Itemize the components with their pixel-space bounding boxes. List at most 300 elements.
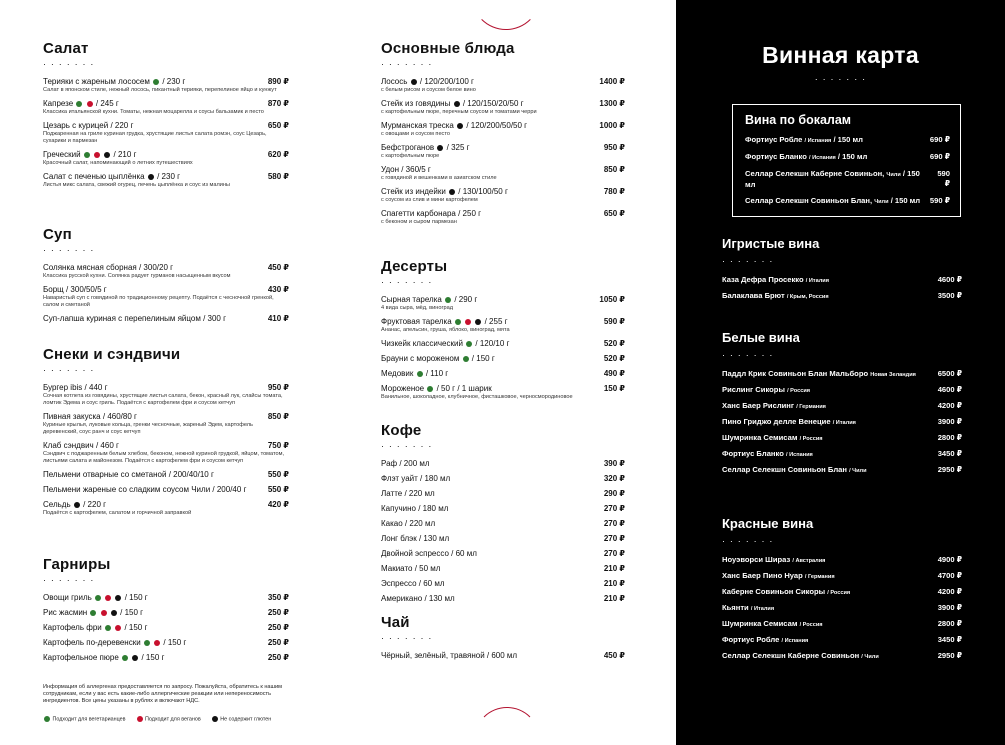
dish-name: Пельмени отварные со сметаной <box>43 470 167 479</box>
dish-description: Классика итальянской кухни. Томаты, нежная моцарелла и соусы бальзамик и песто <box>43 109 264 115</box>
wine-row <box>722 417 962 428</box>
wine-name <box>722 619 823 630</box>
menu-item-name <box>381 474 450 484</box>
wine-country: / Испания <box>808 155 836 161</box>
legend-vegan: Подходит для веганов <box>136 716 201 723</box>
dish-price: 780 ₽ <box>603 187 625 196</box>
menu-item-name <box>381 579 445 589</box>
gluten-free-icon <box>74 502 80 508</box>
right-column <box>381 40 625 666</box>
dish-price: 270 ₽ <box>603 534 625 543</box>
gluten-free-icon <box>132 655 138 661</box>
wine-row <box>722 465 962 476</box>
wine-name <box>722 571 835 582</box>
dish-description: с говядиной и вешенками в азиатском стиле <box>381 175 497 181</box>
dish-price: 890 ₽ <box>267 77 289 86</box>
menu-item-name <box>381 519 435 529</box>
wine-price: 4600 ₽ <box>937 385 962 394</box>
dish-weight: / 120/200/100 г <box>419 77 474 86</box>
dish-name: Терияки с жареным лососем <box>43 77 150 86</box>
dish-name: Капучино <box>381 504 416 513</box>
menu-item-line <box>43 653 289 663</box>
wine-row <box>722 555 962 566</box>
section-title: Салат <box>43 40 89 57</box>
menu-item-line <box>381 564 625 574</box>
wine-name <box>722 385 810 396</box>
dish-price: 270 ₽ <box>603 504 625 513</box>
menu-item <box>381 534 625 544</box>
section-dots: · · · · · · · <box>381 59 433 69</box>
menu-item-line <box>381 369 625 379</box>
section-dots: · · · · · · · <box>43 365 95 375</box>
dish-weight: / 220 г <box>83 500 107 509</box>
dish-price: 1000 ₽ <box>599 121 625 130</box>
wine-row <box>745 152 950 163</box>
wine-title: Каза Дефра Просекко <box>722 275 804 284</box>
section-title: Снеки и сэндвичи <box>43 346 181 363</box>
wine-row <box>722 587 962 598</box>
wine-country: / Россия <box>799 622 823 628</box>
menu-item-name <box>43 99 119 109</box>
wine-row <box>722 401 962 412</box>
dish-name: Флэт уайт <box>381 474 418 483</box>
wine-row <box>722 369 962 380</box>
wine-country: / Крым, Россия <box>786 294 829 300</box>
dish-name: Какао <box>381 519 403 528</box>
wine-row <box>745 169 950 190</box>
wine-name <box>722 603 774 614</box>
dish-price: 950 ₽ <box>267 383 289 392</box>
wine-country: Новая Зеландия <box>870 372 916 378</box>
menu-item-line <box>43 412 289 422</box>
menu-item-line <box>381 519 625 529</box>
wine-title: Селлар Селекшн Каберне Совиньон, <box>745 169 885 178</box>
dish-price: 210 ₽ <box>603 564 625 573</box>
wine-title: Кьянти <box>722 603 749 612</box>
dish-name: Картофель фри <box>43 623 102 632</box>
dish-weight: / 460 г <box>95 441 119 450</box>
menu-item-name <box>43 500 106 510</box>
menu-item-line <box>381 504 625 514</box>
dish-weight: / 440 г <box>84 383 108 392</box>
menu-item <box>381 187 625 204</box>
menu-item-name <box>381 534 449 544</box>
menu-item <box>43 653 289 663</box>
wine-row <box>722 449 962 460</box>
menu-item-line <box>381 295 625 305</box>
menu-item <box>43 99 289 116</box>
menu-item-name <box>43 383 107 393</box>
dish-price: 250 ₽ <box>267 623 289 632</box>
dish-weight: / 130 мл <box>424 594 455 603</box>
dish-description: Листья микс салата, свежий огурец, печень цыплёнка и соус из малины <box>43 182 230 188</box>
menu-item <box>381 99 625 116</box>
dish-name: Греческий <box>43 150 81 159</box>
wine-volume: / 150 мл <box>837 152 868 161</box>
menu-item <box>43 77 289 94</box>
dish-name: Фруктовая тарелка <box>381 317 452 326</box>
wine-title: Ханс Баер Пино Нуар <box>722 571 803 580</box>
menu-item-line <box>381 594 625 604</box>
wine-country: / Италия <box>832 420 856 426</box>
wine-title: Шумринка Семисам <box>722 619 798 628</box>
dish-name: Картофель по-деревенски <box>43 638 141 647</box>
menu-item <box>381 209 625 226</box>
section-title: Кофе <box>381 422 422 439</box>
vegetarian-icon <box>90 610 96 616</box>
dish-name: Медовик <box>381 369 414 378</box>
menu-item-line <box>43 441 289 451</box>
menu-item-name <box>43 623 147 633</box>
gluten-free-icon <box>457 123 463 129</box>
dish-description: Сочная котлета из говядины, хрустящие листья салата, бекон, красный лук, слайсы томата, ломтик Эдема и соус гриль. Подаётся с картофелем фри и соусом кетчуп <box>43 393 283 406</box>
wines-by-glass-box <box>732 104 961 217</box>
wine-section-dots: · · · · · · · <box>722 256 774 266</box>
menu-item <box>43 172 289 189</box>
desserts-section <box>381 258 625 422</box>
dish-price: 1300 ₽ <box>599 99 625 108</box>
gluten-free-icon <box>111 610 117 616</box>
wine-price: 4600 ₽ <box>937 275 962 284</box>
wine-country: / Испания <box>804 138 832 144</box>
soup-section <box>43 226 289 346</box>
vegan-icon <box>87 101 93 107</box>
wine-section-title: Красные вина <box>722 516 814 531</box>
wine-country: / Россия <box>799 436 823 442</box>
menu-item-line <box>381 209 625 219</box>
dish-price: 250 ₽ <box>267 638 289 647</box>
wine-price: 2800 ₽ <box>937 433 962 442</box>
wine-row <box>722 603 962 614</box>
vegetarian-icon <box>427 386 433 392</box>
menu-item-name <box>381 209 481 219</box>
dish-weight: / 290 г <box>454 295 478 304</box>
dish-price: 320 ₽ <box>603 474 625 483</box>
dish-price: 1050 ₽ <box>599 295 625 304</box>
dish-weight: / 120/150/20/50 г <box>462 99 524 108</box>
dish-name: Суп-лапша куриная с перепелиным яйцом <box>43 314 201 323</box>
wine-title: Фортиус Бланко <box>745 152 807 161</box>
vegetarian-icon <box>445 297 451 303</box>
dish-weight: / 60 мл <box>451 549 477 558</box>
menu-item-line <box>43 285 289 295</box>
dish-description: Сэндвич с поджаренным белым хлебом, беконом, нежной куриной грудкой, яйцом, томатом, листьями салата и майонезом. Подаётся с картофелем фри и соусом кетчуп <box>43 451 285 464</box>
gluten-free-icon <box>104 152 110 158</box>
wine-country: / Италия <box>805 278 829 284</box>
dish-weight: / 130/100/50 г <box>458 187 508 196</box>
wine-row <box>722 433 962 444</box>
dish-weight: / 150 г <box>120 608 144 617</box>
dish-price: 750 ₽ <box>267 441 289 450</box>
dish-weight: / 150 г <box>141 653 165 662</box>
section-title: Чай <box>381 614 410 631</box>
wine-section-dots: · · · · · · · <box>722 536 774 546</box>
dish-weight: / 180 мл <box>418 504 449 513</box>
section-title: Десерты <box>381 258 448 275</box>
dish-name: Макиато <box>381 564 413 573</box>
menu-item <box>381 594 625 604</box>
dish-name: Раф <box>381 459 398 468</box>
allergen-note: Информация об аллергенах предоставляется по запросу. Пожалуйста, обратитесь к нашим сотрудникам, если у вас есть какие-либо аллергические реакции или непереносимость ингредиентов. Все цены указаны в рублях и включают НДС. <box>43 684 282 704</box>
dish-name: Капрезе <box>43 99 74 108</box>
dish-price: 410 ₽ <box>267 314 289 323</box>
menu-item-name <box>43 608 143 618</box>
wine-country: / Италия <box>750 606 775 612</box>
wine-price: 690 ₽ <box>929 135 950 144</box>
dish-description: Поджаренная на гриле куриная грудка, хрустящие листья салата ромэн, соус Цезарь, сухарики и пармезан <box>43 131 267 144</box>
menu-item <box>381 384 625 401</box>
dish-weight: / 220 г <box>110 121 134 130</box>
menu-item <box>43 263 289 280</box>
vegetarian-icon <box>153 79 159 85</box>
red-wines-section <box>722 516 962 667</box>
menu-item <box>381 519 625 529</box>
gluten-free-icon <box>454 101 460 107</box>
coffee-section <box>381 422 625 614</box>
wine-row <box>722 291 962 302</box>
wine-name <box>722 587 850 598</box>
dish-weight: / 180 мл <box>420 474 451 483</box>
gluten-free-icon <box>437 145 443 151</box>
menu-item <box>381 459 625 469</box>
dish-description: Ананас, апельсин, груша, яблоко, виноград, мята <box>381 327 510 333</box>
menu-item-name <box>43 121 133 131</box>
menu-item-name <box>43 485 246 495</box>
dish-name: Стейк из индейки <box>381 187 446 196</box>
dish-price: 150 ₽ <box>603 384 625 393</box>
menu-item-name <box>381 187 508 197</box>
dish-weight: / 60 мл <box>418 579 445 588</box>
dish-weight: / 200/40 г <box>212 485 247 494</box>
dish-weight: / 600 мл <box>486 651 518 660</box>
dish-description: с картофельным пюре <box>381 153 440 159</box>
wine-price: 6500 ₽ <box>937 369 962 378</box>
menu-item-name <box>381 354 495 364</box>
dish-name: Лосось <box>381 77 408 86</box>
section-dots: · · · · · · · <box>43 575 95 585</box>
menu-item-name <box>381 369 448 379</box>
wine-title: Рислинг Сикоры <box>722 385 785 394</box>
gluten-free-icon <box>475 319 481 325</box>
wine-price: 590 ₽ <box>937 169 950 188</box>
wine-list-page <box>676 0 1005 745</box>
wine-title: Фортиус Робле <box>745 135 803 144</box>
wine-country: Чили <box>886 172 901 178</box>
menu-item <box>381 295 625 312</box>
wines-by-glass-title: Вина по бокалам <box>745 113 852 127</box>
section-dots: · · · · · · · <box>381 633 433 643</box>
dish-name: Сельдь <box>43 500 71 509</box>
wine-name <box>722 291 829 302</box>
white-wines-section <box>722 330 962 481</box>
wine-price: 3450 ₽ <box>937 635 962 644</box>
decorative-arc-top <box>471 0 541 30</box>
dish-price: 490 ₽ <box>603 369 625 378</box>
dish-weight: / 230 г <box>162 77 186 86</box>
menu-item <box>381 504 625 514</box>
menu-item-line <box>43 121 289 131</box>
dish-weight: / 300 г <box>203 314 227 323</box>
gluten-free-icon <box>148 174 154 180</box>
wine-price: 4700 ₽ <box>937 571 962 580</box>
menu-item-line <box>43 99 289 109</box>
menu-item <box>381 369 625 379</box>
dish-name: Пельмени жареные со сладким соусом Чили <box>43 485 211 494</box>
wine-country: / Испания <box>781 638 809 644</box>
dish-description: с овощами и соусом песто <box>381 131 450 137</box>
section-title: Гарниры <box>43 556 111 573</box>
wine-name <box>722 275 829 286</box>
dish-weight: / 110 г <box>425 369 449 378</box>
menu-item-line <box>381 143 625 153</box>
dish-name: Борщ <box>43 285 64 294</box>
dish-name: Мороженое <box>381 384 425 393</box>
dish-price: 430 ₽ <box>267 285 289 294</box>
dish-description: Классика русской кухни. Солянка радует гурманов насыщенным вкусом <box>43 273 231 279</box>
wine-name <box>745 135 863 146</box>
dish-price: 420 ₽ <box>267 500 289 509</box>
snacks-section <box>43 346 289 556</box>
dish-weight: / 245 г <box>95 99 119 108</box>
dish-price: 390 ₽ <box>603 459 625 468</box>
menu-item <box>43 150 289 167</box>
wine-name <box>722 465 867 476</box>
wine-list-title: Винная карта <box>762 42 919 68</box>
menu-item-name <box>381 295 477 305</box>
dish-weight: / 230 г <box>157 172 181 181</box>
menu-item <box>381 564 625 574</box>
menu-item <box>43 608 289 618</box>
menu-item-line <box>43 608 289 618</box>
dish-price: 870 ₽ <box>267 99 289 108</box>
wine-name <box>722 555 825 566</box>
vegan-icon <box>154 640 160 646</box>
vegan-icon <box>115 625 121 631</box>
wine-country: / Россия <box>827 590 851 596</box>
menu-item <box>381 474 625 484</box>
wine-country: / Германия <box>804 574 835 580</box>
menu-item <box>43 441 289 465</box>
wine-title: Селлар Селекшн Каберне Совиньон <box>722 651 860 660</box>
wine-price: 3900 ₽ <box>937 417 962 426</box>
dish-price: 650 ₽ <box>603 209 625 218</box>
menu-item-line <box>381 579 625 589</box>
legend-gluten-free: Не содержит глютен <box>211 716 272 723</box>
dish-weight: / 50 г / 1 шарик <box>436 384 492 393</box>
menu-item <box>43 121 289 145</box>
menu-item <box>43 314 289 324</box>
wines-by-glass-list <box>745 135 950 207</box>
wine-name <box>722 401 826 412</box>
section-dots: · · · · · · · <box>381 441 433 451</box>
wine-price: 3500 ₽ <box>937 291 962 300</box>
wine-name <box>722 635 808 646</box>
wine-price: 3900 ₽ <box>937 603 962 612</box>
menu-item-name <box>43 412 137 422</box>
menu-item-name <box>43 653 164 663</box>
wine-name <box>722 449 813 460</box>
menu-item-line <box>381 384 625 394</box>
menu-item <box>381 651 625 661</box>
wine-country: / Россия <box>787 388 811 394</box>
wine-price: 4900 ₽ <box>937 555 962 564</box>
wine-title: Ноуэворси Шираз <box>722 555 791 564</box>
dish-description: Наваристый суп с говядиной по традиционному рецепту. Подаётся с чесночной гренкой, салом и сметаной <box>43 295 274 308</box>
vegan-icon <box>465 319 471 325</box>
dish-description: с белым рисом и соусом белое вино <box>381 87 476 93</box>
dish-description: с картофельным пюре, перечным соусом и томатами черри <box>381 109 537 115</box>
section-title: Суп <box>43 226 72 243</box>
wine-price: 3450 ₽ <box>937 449 962 458</box>
wine-price: 2950 ₽ <box>937 651 962 660</box>
wine-country: / Испания <box>785 452 813 458</box>
dish-name: Рис жасмин <box>43 608 88 617</box>
dish-weight: / 200/40/10 г <box>168 470 214 479</box>
menu-item-line <box>381 489 625 499</box>
dish-name: Мурманская треска <box>381 121 454 130</box>
wine-country: Чили <box>874 199 889 205</box>
dish-name: Удон <box>381 165 399 174</box>
wine-name <box>745 196 920 207</box>
wine-section-title: Игристые вина <box>722 236 820 251</box>
dish-name: Спагетти карбонара <box>381 209 456 218</box>
menu-item-name <box>381 77 474 87</box>
menu-item-line <box>381 165 625 175</box>
wine-title: Селлар Селекшн Совиньон Блан, <box>745 196 873 205</box>
dish-weight: / 255 г <box>484 317 508 326</box>
vegetarian-icon <box>455 319 461 325</box>
menu-item-name <box>381 459 430 469</box>
dish-price: 250 ₽ <box>267 653 289 662</box>
menu-item-line <box>43 470 289 480</box>
mains-section <box>381 40 625 258</box>
wine-price: 4200 ₽ <box>937 401 962 410</box>
wine-volume: / 150 мл <box>745 169 920 189</box>
menu-item-line <box>43 77 289 87</box>
menu-item <box>43 383 289 407</box>
section-dots: · · · · · · · <box>43 59 95 69</box>
menu-item <box>43 485 289 495</box>
dish-price: 290 ₽ <box>603 489 625 498</box>
dish-weight: / 200 мл <box>399 459 430 468</box>
menu-item <box>43 638 289 648</box>
wine-name <box>745 169 930 190</box>
menu-item-line <box>43 150 289 160</box>
wine-row <box>745 135 950 146</box>
menu-item <box>43 412 289 436</box>
dish-name: Эспрессо <box>381 579 417 588</box>
dish-name: Чёрный, зелёный, травяной <box>381 651 485 660</box>
vegan-icon <box>137 716 143 722</box>
menu-item-line <box>381 121 625 131</box>
menu-item-name <box>381 165 431 175</box>
dish-price: 1400 ₽ <box>599 77 625 86</box>
wine-title: Паддл Крик Совиньон Блан Мальборо <box>722 369 869 378</box>
dish-description: Подаётся с картофелем, салатом и горчичной заправкой <box>43 510 192 516</box>
menu-item-line <box>43 172 289 182</box>
vegan-icon <box>101 610 107 616</box>
dish-price: 210 ₽ <box>603 594 625 603</box>
dish-name: Лонг блэк <box>381 534 417 543</box>
dish-name: Пивная закуска <box>43 412 101 421</box>
vegetarian-icon <box>417 371 423 377</box>
dish-price: 850 ₽ <box>267 412 289 421</box>
dish-weight: / 150 г <box>163 638 187 647</box>
wine-title: Фортиус Робле <box>722 635 780 644</box>
dish-price: 450 ₽ <box>267 263 289 272</box>
menu-item-line <box>43 314 289 324</box>
dish-name: Брауни с мороженом <box>381 354 460 363</box>
